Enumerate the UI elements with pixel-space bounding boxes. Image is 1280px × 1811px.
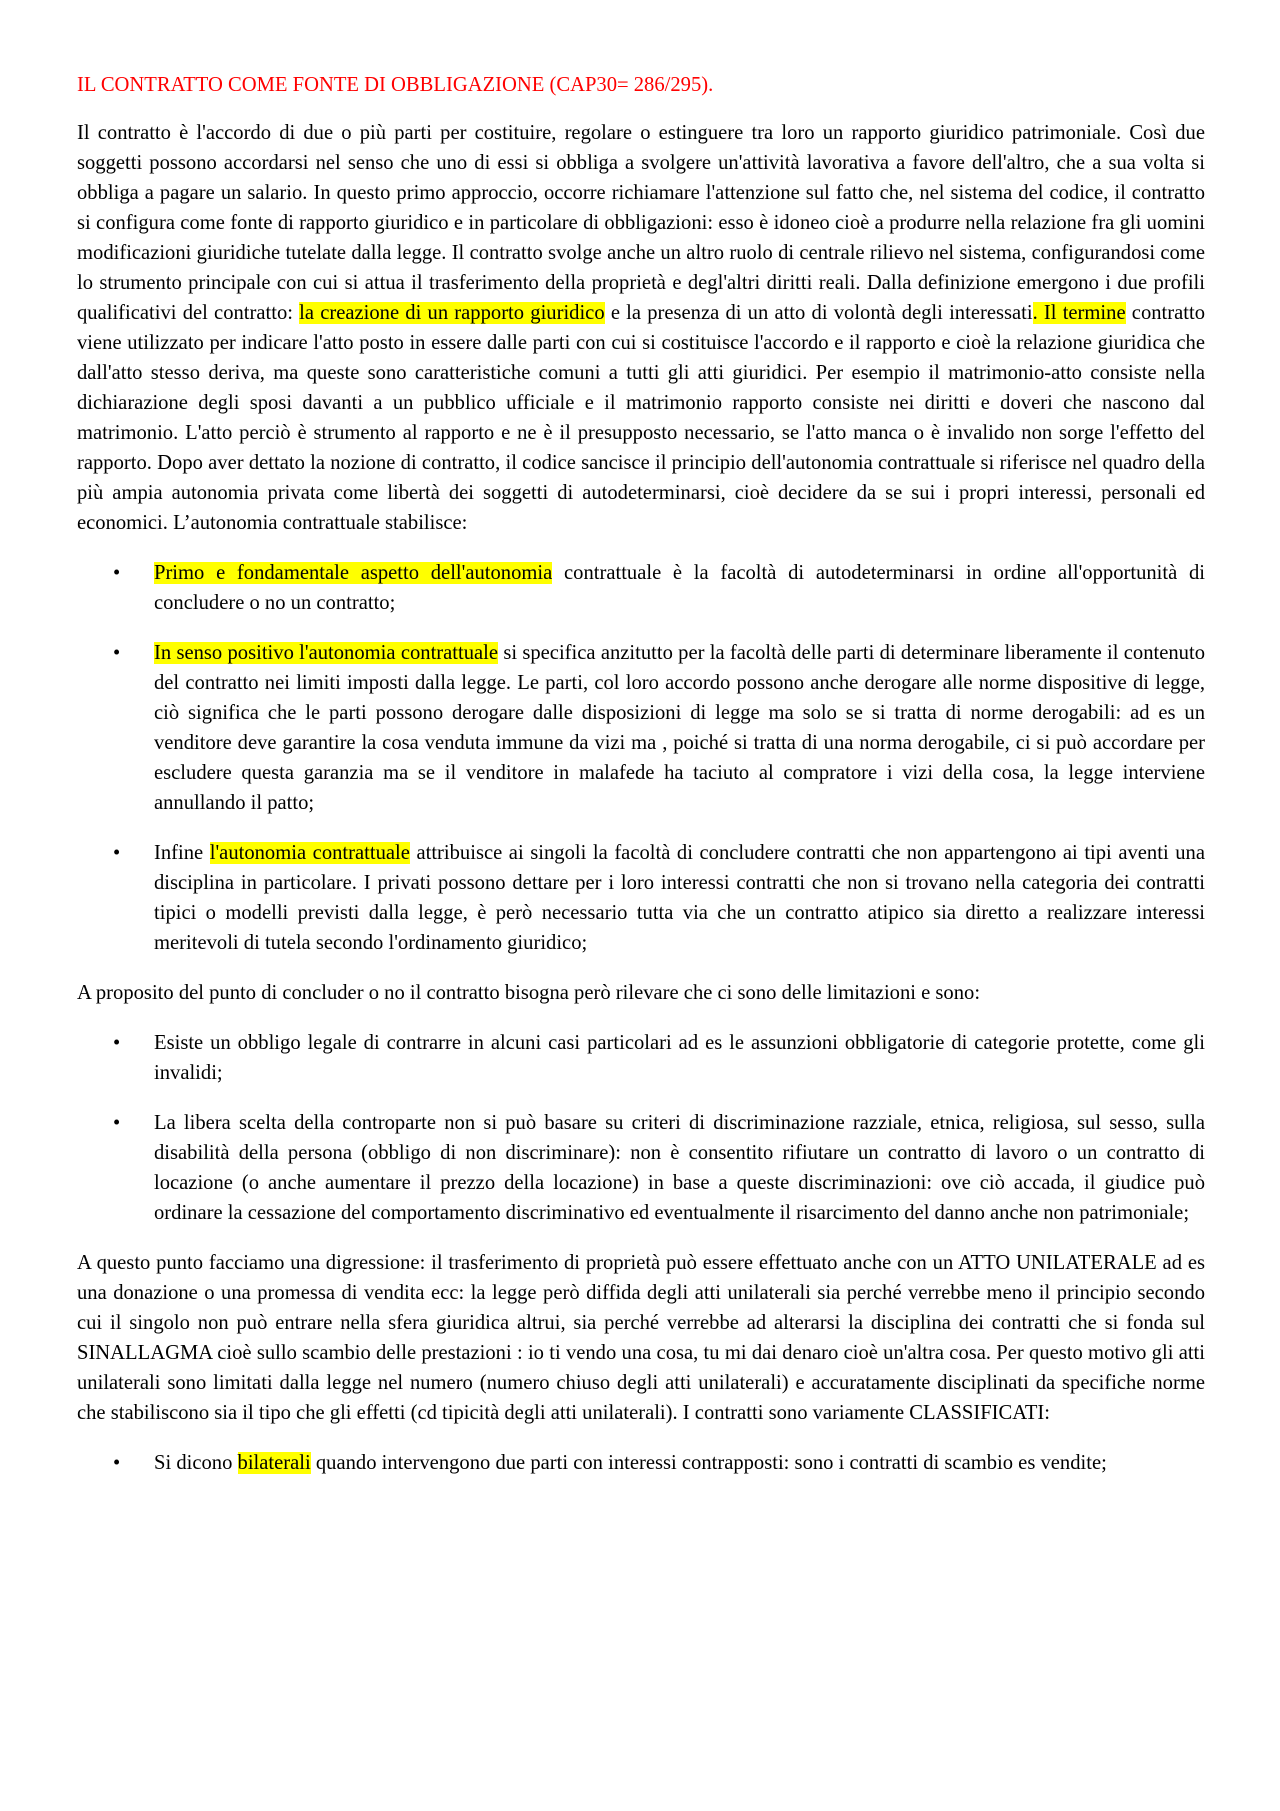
list-item-highlight: In senso positivo l'autonomia contrattuale [154,642,499,664]
highlight-il-termine: . Il termine [1032,302,1126,324]
document-page [77,70,1205,1498]
list-item-text: Infine [154,842,210,864]
list-item-text: La libera scelta della controparte non si può basare su criteri di discriminazione razziale, etnica, religiosa, sul sesso, sulla disabilità della persona (obbligo di non discriminare): non è consentito rifiutare un contratto di lavoro o un contratto di locazione (o anche aumentare il prezzo della locazione) in base a queste discriminazioni: ove ciò accada, il giudice può ordinare la cessazione del comportamento discriminativo ed eventualmente il risarcimento del danno anche non patrimoniale; [154,1112,1205,1224]
list-item-highlight: Primo e fondamentale aspetto dell'autonomia [154,562,553,584]
highlight-rapporto-giuridico: la creazione di un rapporto giuridico [299,302,605,324]
intro-paragraph [77,118,1205,538]
intro-text-c: contratto viene utilizzato per indicare l'atto posto in essere dalle parti con cui si costituisce l'accordo e il rapporto e cioè la relazione giuridica che dall'atto stesso deriva, ma queste sono caratteristiche comuni a tutti gli atti giuridici. Per esempio il matrimonio-atto consiste nella dichiarazione degli sposi davanti a un pubblico ufficiale e il matrimonio rapporto consiste nei diritti e doveri che nascono dal matrimonio. L'atto perciò è strumento al rapporto e ne è il presupposto necessario, se l'atto manca o è invalido non sorge l'effetto del rapporto. Dopo aver dettato la nozione di contratto, il codice sancisce il principio dell'autonomia contrattuale si riferisce nel quadro della più ampia autonomia privata come libertà dei soggetti di autodeterminarsi, cioè decidere da se sui i propri interessi, personali ed economici. L’autonomia contrattuale stabilisce: [77,302,1205,534]
list-item-text: contrattuale è la facoltà di autodeterminarsi in ordine all'opportunità di concludere o no un contratto; [154,562,1205,614]
bullet-icon: • [113,1032,121,1054]
intro-text-b: e la presenza di un atto di volontà degli interessati [604,302,1033,324]
list-item-text: si specifica anzitutto per la facoltà delle parti di determinare liberamente il contenuto del contratto nei limiti imposti dalla legge. Le parti, col loro accordo possono anche derogare alle norme dispositive di legge, ciò significa che le parti possono derogare dalle disposizioni di legge ma solo se si tratta di norme derogabili: ad es un venditore deve garantire la cosa venduta immune da vizi ma , poiché si tratta di una norma derogabile, ci si può accordare per escludere questa garanzia ma se il venditore in malafede ha taciuto al compratore i vizi della cosa, la legge interviene annullando il patto; [154,642,1205,814]
intro-text-a: Il contratto è l'accordo di due o più parti per costituire, regolare o estinguere tra loro un rapporto giuridico patrimoniale. Così due soggetti possono accordarsi nel senso che uno di essi si obbliga a svolgere un'attività lavorativa a favore dell'altro, che a sua volta si obbliga a pagare un salario. In questo primo approccio, occorre richiamare l'attenzione sul fatto che, nel sistema del codice, il contratto si configura come fonte di rapporto giuridico e in particolare di obbligazioni: esso è idoneo cioè a produrre nella relazione fra gli uomini modificazioni giuridiche tutelate dalla legge. Il contratto svolge anche un altro ruolo di centrale rilievo nel sistema, configurandosi come lo strumento principale con cui si attua il trasferimento della proprietà e degl'altri diritti reali. Dalla definizione emergono i due profili qualificativi del contratto: [77,122,1205,324]
classification-list [77,1448,1205,1478]
list-item-text: Esiste un obbligo legale di contrarre in alcuni casi particolari ad es le assunzioni obbligatorie di categorie protette, come gli invalidi; [154,1032,1205,1084]
digression-paragraph: A questo punto facciamo una digressione: il trasferimento di proprietà può essere effettuato anche con un ATTO UNILATERALE ad es una donazione o una promessa di vendita ecc: la legge però diffida degli atti unilaterali sia perché verrebbe meno il principio secondo cui il singolo non può entrare nella sfera giuridica altrui, sia perché verrebbe ad alterarsi la disciplina dei contratti che si fonda sul SINALLAGMA cioè sullo scambio delle prestazioni : io ti vendo una cosa, tu mi dai denaro cioè un'altra cosa. Per questo motivo gli atti unilaterali sono limitati dalla legge nel numero (numero chiuso degli atti unilaterali) e accuratamente disciplinati da specifiche norme che stabiliscono sia il tipo che gli effetti (cd tipicità degli atti unilaterali). I contratti sono variamente CLASSIFICATI: [77,1252,1205,1424]
bullet-icon: • [113,1452,121,1474]
list-item-text: quando intervengono due parti con interessi contrapposti: sono i contratti di scambio es vendite; [310,1452,1107,1474]
limitations-paragraph: A proposito del punto di concluder o no il contratto bisogna però rilevare che ci sono delle limitazioni e sono: [77,982,981,1004]
limitations-list [77,1028,1205,1228]
bullet-icon: • [113,842,121,864]
list-item [77,1108,1205,1228]
list-item [77,638,1205,818]
bullet-icon: • [113,642,121,664]
document-title: IL CONTRATTO COME FONTE DI OBBLIGAZIONE (CAP30= 286/295). [77,74,714,96]
list-item [77,1448,1205,1478]
bullet-icon: • [113,1112,121,1134]
list-item-text: Si dicono [154,1452,238,1474]
list-item-text: attribuisce ai singoli la facoltà di concludere contratti che non appartengono ai tipi aventi una disciplina in particolare. I privati possono dettare per i loro interessi contratti che non si trovano nella categoria dei contratti tipici o modelli previsti dalla legge, è però necessario tutta via che un contratto atipico sia diretto a realizzare interessi meritevoli di tutela secondo l'ordinamento giuridico; [154,842,1205,954]
list-item [77,558,1205,618]
list-item-highlight: l'autonomia contrattuale [209,842,410,864]
autonomy-list [77,558,1205,958]
bullet-icon: • [113,562,121,584]
list-item [77,838,1205,958]
list-item-highlight: bilaterali [237,1452,311,1474]
list-item [77,1028,1205,1088]
